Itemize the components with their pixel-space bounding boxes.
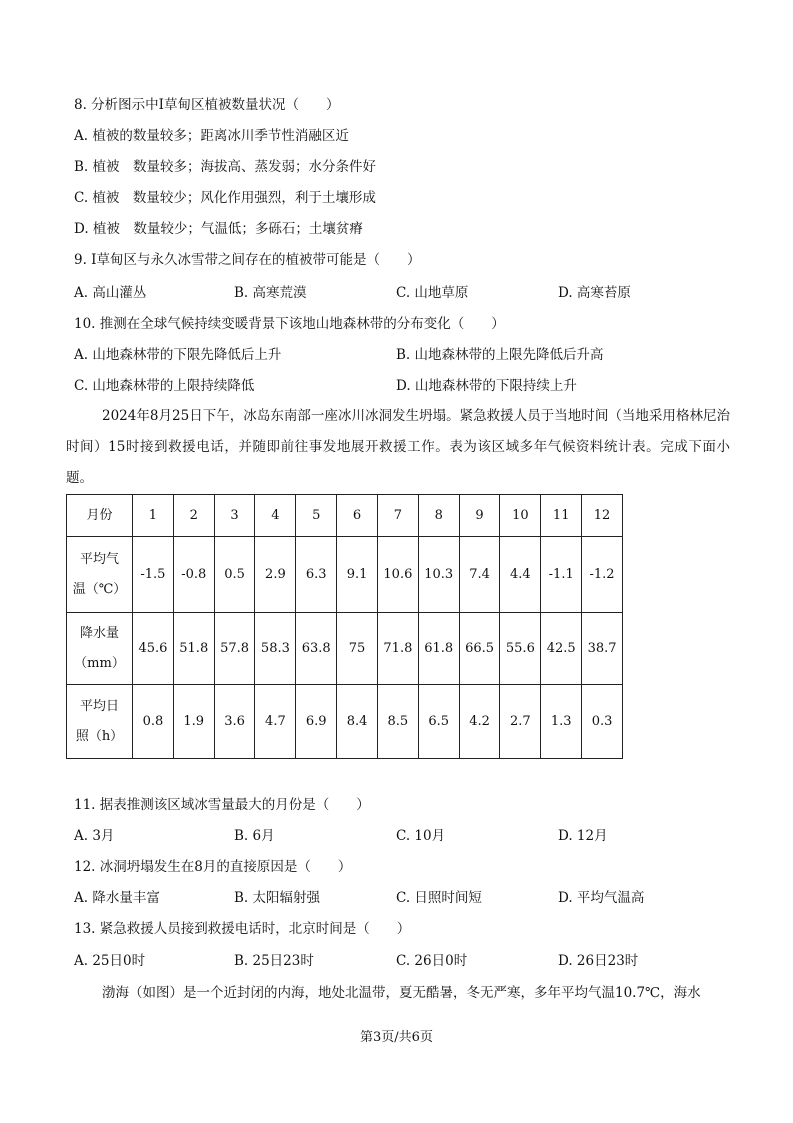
table-row-label <box>67 537 133 613</box>
table-cell: 0.3 <box>582 685 623 759</box>
table-row-label <box>67 613 133 685</box>
table-cell: 8.4 <box>337 685 378 759</box>
q10-stem: 10. 推测在全球气候持续变暖背景下该地山地森林带的分布变化（ ） <box>74 316 505 332</box>
q10-option-b: B. 山地森林带的上限先降低后升高 <box>396 347 604 363</box>
row-label-line: 平均日 <box>79 698 119 714</box>
table-cell: 0.8 <box>133 685 174 759</box>
q13-option-c: C. 26日0时 <box>396 953 468 969</box>
table-cell: -1.5 <box>133 537 174 613</box>
table-cell: 6.3 <box>296 537 337 613</box>
q10-option-c: C. 山地森林带的上限持续降低 <box>74 378 255 394</box>
table-month: 4 <box>255 495 296 537</box>
passage-iceland: 2024年8月25日下午，冰岛东南部一座冰川冰洞发生坍塌。紧急救援人员于当地时间（当地采用格林尼治时间）15时接到救援电话，并随即前往事发地展开救援工作。表为该区域多年气候资料统计表。完成下面小题。 <box>66 408 730 486</box>
table-cell: -1.2 <box>582 537 623 613</box>
row-label-line: 降水量 <box>79 625 119 641</box>
table-cell: 10.6 <box>377 537 418 613</box>
table-header-month: 月份 <box>67 495 133 537</box>
q8-option-a: A. 植被的数量较多；距离冰川季节性消融区近 <box>74 128 349 144</box>
q9-option-d: D. 高寒苔原 <box>558 285 631 301</box>
table-cell: 38.7 <box>582 613 623 685</box>
climate-table <box>66 494 623 759</box>
table-cell: 2.7 <box>500 685 541 759</box>
row-label-line: （mm） <box>74 655 125 671</box>
q10-option-a: A. 山地森林带的下限先降低后上升 <box>74 347 282 363</box>
row-label-line: 平均气 <box>79 551 119 567</box>
table-month: 8 <box>418 495 459 537</box>
table-cell: -1.1 <box>541 537 582 613</box>
q12-option-a: A. 降水量丰富 <box>74 890 160 906</box>
table-cell: 71.8 <box>377 613 418 685</box>
table-row-sunshine <box>67 685 623 759</box>
table-month: 11 <box>541 495 582 537</box>
table-month: 9 <box>459 495 500 537</box>
q10-option-d: D. 山地森林带的下限持续上升 <box>396 378 577 394</box>
row-label-line: 温（℃） <box>72 581 127 597</box>
q13-option-a: A. 25日0时 <box>74 953 146 969</box>
q12-option-d: D. 平均气温高 <box>558 890 645 906</box>
table-cell: 61.8 <box>418 613 459 685</box>
table-cell: 1.9 <box>173 685 214 759</box>
q13-option-d: D. 26日23时 <box>558 953 639 969</box>
q11-option-b: B. 6月 <box>234 828 275 844</box>
page-number: 第3页/共6页 <box>360 1030 433 1045</box>
table-month: 6 <box>337 495 378 537</box>
q9-option-b: B. 高寒荒漠 <box>234 285 307 301</box>
row-label-line: 照（h） <box>75 728 124 744</box>
q8-option-c: C. 植被 数量较少；风化作用强烈，利于土壤形成 <box>74 190 376 206</box>
table-cell: 66.5 <box>459 613 500 685</box>
table-cell: 58.3 <box>255 613 296 685</box>
q8-stem: 8. 分析图示中Ⅰ草甸区植被数量状况（ ） <box>74 97 340 113</box>
q8-option-b: B. 植被 数量较多；海拔高、蒸发弱；水分条件好 <box>74 159 377 175</box>
q11-option-c: C. 10月 <box>396 828 446 844</box>
passage-bohai: 渤海（如图）是一个近封闭的内海，地处北温带，夏无酷暑，冬无严寒，多年平均气温10.7℃，海水 <box>102 985 701 1001</box>
q13-stem: 13. 紧急救援人员接到救援电话时，北京时间是（ ） <box>74 921 411 937</box>
table-row-temperature <box>67 537 623 613</box>
table-cell: 51.8 <box>173 613 214 685</box>
table-row-precipitation <box>67 613 623 685</box>
q11-option-a: A. 3月 <box>74 828 115 844</box>
table-cell: 6.9 <box>296 685 337 759</box>
table-cell: 10.3 <box>418 537 459 613</box>
q12-stem: 12. 冰洞坍塌发生在8月的直接原因是（ ） <box>74 859 352 875</box>
table-cell: 0.5 <box>214 537 255 613</box>
table-cell: 3.6 <box>214 685 255 759</box>
table-cell: 2.9 <box>255 537 296 613</box>
table-month: 10 <box>500 495 541 537</box>
q12-option-b: B. 太阳辐射强 <box>234 890 321 906</box>
table-cell: 4.4 <box>500 537 541 613</box>
table-cell: 75 <box>337 613 378 685</box>
table-cell: -0.8 <box>173 537 214 613</box>
table-row-label <box>67 685 133 759</box>
table-cell: 6.5 <box>418 685 459 759</box>
q9-option-a: A. 高山灌丛 <box>74 285 147 301</box>
table-cell: 57.8 <box>214 613 255 685</box>
q11-option-d: D. 12月 <box>558 828 608 844</box>
table-month: 2 <box>173 495 214 537</box>
table-cell: 8.5 <box>377 685 418 759</box>
table-month: 12 <box>582 495 623 537</box>
table-cell: 9.1 <box>337 537 378 613</box>
table-month: 3 <box>214 495 255 537</box>
table-month: 5 <box>296 495 337 537</box>
q13-option-b: B. 25日23时 <box>234 953 314 969</box>
table-cell: 4.2 <box>459 685 500 759</box>
q9-option-c: C. 山地草原 <box>396 285 469 301</box>
table-cell: 7.4 <box>459 537 500 613</box>
table-cell: 4.7 <box>255 685 296 759</box>
table-month: 7 <box>377 495 418 537</box>
table-cell: 45.6 <box>133 613 174 685</box>
q9-stem: 9. Ⅰ草甸区与永久冰雪带之间存在的植被带可能是（ ） <box>74 252 421 268</box>
table-cell: 1.3 <box>541 685 582 759</box>
table-cell: 42.5 <box>541 613 582 685</box>
q8-option-d: D. 植被 数量较少；气温低；多砾石；土壤贫瘠 <box>74 221 363 237</box>
table-cell: 55.6 <box>500 613 541 685</box>
q11-stem: 11. 据表推测该区域冰雪量最大的月份是（ ） <box>74 797 370 813</box>
q12-option-c: C. 日照时间短 <box>396 890 482 906</box>
table-header-row <box>67 495 623 537</box>
table-cell: 63.8 <box>296 613 337 685</box>
table-month: 1 <box>133 495 174 537</box>
